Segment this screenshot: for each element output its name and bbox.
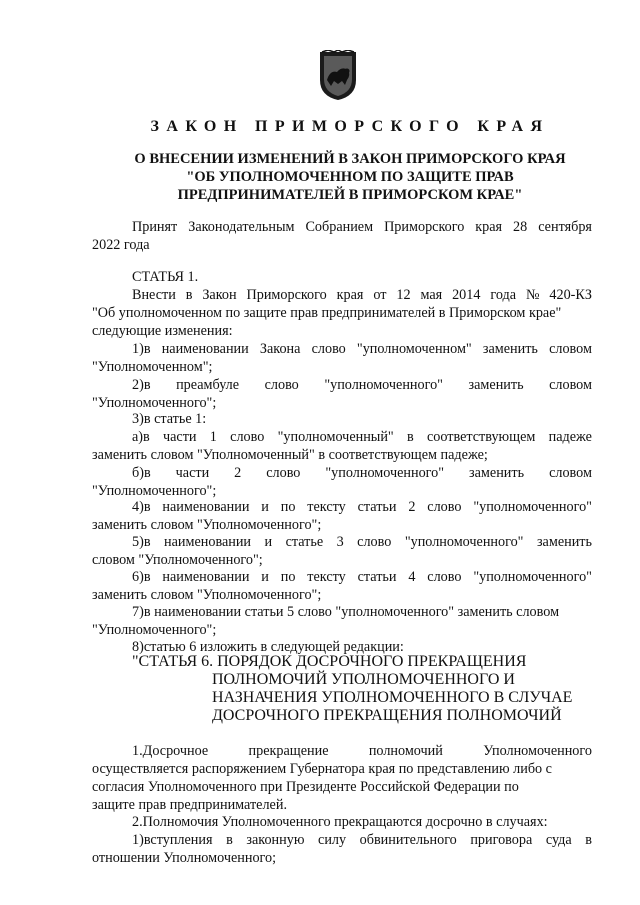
- word: года: [490, 287, 517, 303]
- article-1-intro-line-3: следующие изменения:: [92, 323, 233, 339]
- word: статьи: [357, 499, 397, 515]
- word: в: [226, 832, 233, 848]
- word: наименовании: [161, 341, 249, 357]
- word: и: [264, 534, 273, 550]
- word: Принят: [132, 219, 178, 235]
- item-4: [132, 498, 592, 516]
- word: тексту: [307, 499, 346, 515]
- word: 4: [408, 569, 416, 585]
- word: 1.Досрочное: [132, 743, 209, 759]
- word: 420-КЗ: [549, 287, 592, 303]
- item-6-line-2: заменить словом "Уполномоченного";: [92, 587, 322, 603]
- word: слово: [427, 499, 462, 515]
- word: слово: [264, 377, 299, 393]
- word: слово: [230, 429, 265, 445]
- word: словом: [549, 465, 592, 481]
- word: края: [475, 219, 503, 235]
- word: 6)в: [132, 569, 151, 585]
- word: Уполномоченного: [483, 743, 592, 759]
- word: б)в: [132, 465, 151, 481]
- coat-of-arms-emblem: [318, 50, 358, 102]
- word: законную: [246, 832, 305, 848]
- article-1-intro-line-2: "Об уполномоченном по защите прав предпринимателей в Приморском крае": [92, 305, 562, 321]
- word: 2014: [452, 287, 481, 303]
- word: слово: [266, 465, 301, 481]
- word: падеже: [548, 429, 592, 445]
- article-6-heading-line-4: ДОСРОЧНОГО ПРЕКРАЩЕНИЯ ПОЛНОМОЧИЙ: [212, 707, 562, 724]
- word: "уполномоченном": [356, 341, 472, 357]
- item-7-line-2: "Уполномоченного";: [92, 622, 217, 638]
- adoption-line: [132, 218, 592, 236]
- item-4-line-2: заменить словом "Уполномоченного";: [92, 517, 322, 533]
- word: сентября: [538, 219, 592, 235]
- article-6-paragraph-2: 2.Полномочия Уполномоченного прекращаются досрочно в случаях:: [132, 814, 548, 830]
- word: словом: [549, 377, 592, 393]
- article-6-heading-line-3: НАЗНАЧЕНИЯ УПОЛНОМОЧЕННОГО В СЛУЧАЕ: [212, 689, 573, 706]
- word: "уполномоченного": [473, 499, 592, 515]
- item-6: [132, 568, 592, 586]
- word: словом: [549, 341, 592, 357]
- word: мая: [420, 287, 443, 303]
- word: и: [261, 499, 269, 515]
- word: заменить: [468, 377, 524, 393]
- word: в: [406, 429, 414, 445]
- word: Закона: [259, 341, 301, 357]
- word: 1: [209, 429, 217, 445]
- word: слово: [311, 341, 346, 357]
- item-7: 7)в наименовании статьи 5 слово "уполномоченного" заменить словом: [132, 604, 560, 620]
- article-6-paragraph-1-line-4: защите прав предпринимателей.: [92, 797, 287, 813]
- law-title: ЗАКОН ПРИМОРСКОГО КРАЯ: [150, 118, 550, 135]
- item-2: [132, 376, 592, 394]
- word: части: [175, 465, 210, 481]
- word: "уполномоченный": [277, 429, 394, 445]
- word: Закон: [202, 287, 237, 303]
- word: Внести: [132, 287, 176, 303]
- word: заменить: [536, 534, 592, 550]
- word: 28: [513, 219, 528, 235]
- word: Законодательным: [188, 219, 295, 235]
- adoption-year: 2022 года: [92, 237, 150, 253]
- item-3b: [132, 464, 592, 482]
- word: а)в: [132, 429, 150, 445]
- article-6-paragraph-1-line-2: осуществляется распоряжением Губернатора края по представлению либо с: [92, 761, 552, 777]
- word: 2: [408, 499, 416, 515]
- article-1-intro: [132, 286, 592, 304]
- law-subtitle-line-2: "ОБ УПОЛНОМОЧЕННОМ ПО ЗАЩИТЕ ПРАВ: [186, 169, 514, 185]
- word: обвинительного: [359, 832, 457, 848]
- word: 3: [336, 534, 344, 550]
- item-5-line-2: словом "Уполномоченного";: [92, 552, 263, 568]
- word: полномочий: [368, 743, 443, 759]
- word: тексту: [307, 569, 346, 585]
- word: края: [336, 287, 364, 303]
- article-6-heading-line-1: "СТАТЬЯ 6. ПОРЯДОК ДОСРОЧНОГО ПРЕКРАЩЕНИЯ: [132, 653, 527, 670]
- item-3a-line-2: заменить словом "Уполномоченный" в соответствующем падеже;: [92, 447, 488, 463]
- word: №: [525, 287, 540, 303]
- item-5: [132, 533, 592, 551]
- article-6-paragraph-1-line-3: согласия Уполномоченного при Президенте Российской Федерации по: [92, 779, 519, 795]
- word: "уполномоченного": [325, 465, 445, 481]
- word: части: [163, 429, 197, 445]
- word: по: [280, 569, 296, 585]
- word: Приморского: [246, 287, 327, 303]
- word: заменить: [482, 341, 538, 357]
- word: "уполномоченного": [473, 569, 592, 585]
- word: в: [185, 287, 193, 303]
- item-8: 8)статью 6 изложить в следующей редакции:: [132, 639, 404, 655]
- word: 1)в: [132, 341, 151, 357]
- word: статьи: [357, 569, 397, 585]
- word: Собранием: [305, 219, 374, 235]
- item-1-line-2: "Уполномоченном";: [92, 359, 213, 375]
- word: силу: [318, 832, 347, 848]
- article-1-heading: СТАТЬЯ 1.: [132, 269, 199, 285]
- word: "уполномоченного": [404, 534, 524, 550]
- word: 1)вступления: [132, 832, 213, 848]
- word: преамбуле: [176, 377, 240, 393]
- word: слово: [357, 534, 392, 550]
- article-6-paragraph-2-item-1-line-2: отношении Уполномоченного;: [92, 850, 277, 866]
- article-6-heading-line-2: ПОЛНОМОЧИЙ УПОЛНОМОЧЕННОГО И: [212, 671, 515, 688]
- word: наименовании: [162, 569, 250, 585]
- word: от: [373, 287, 387, 303]
- word: соответствующем: [426, 429, 536, 445]
- word: наименовании: [162, 499, 250, 515]
- word: суда: [545, 832, 572, 848]
- law-subtitle-line-3: ПРЕДПРИНИМАТЕЛЕЙ В ПРИМОРСКОМ КРАЕ": [177, 187, 523, 203]
- item-3b-line-2: "Уполномоченного";: [92, 483, 217, 499]
- item-3: 3)в статье 1:: [132, 411, 207, 427]
- word: в: [585, 832, 592, 848]
- word: 12: [396, 287, 411, 303]
- word: 5)в: [132, 534, 151, 550]
- word: 2: [234, 465, 242, 481]
- word: Приморского: [384, 219, 465, 235]
- word: слово: [427, 569, 462, 585]
- word: приговора: [470, 832, 533, 848]
- item-1: [132, 340, 592, 358]
- article-6-paragraph-2-item-1: [132, 831, 592, 849]
- word: статье: [285, 534, 324, 550]
- word: наименовании: [164, 534, 252, 550]
- word: прекращение: [248, 743, 329, 759]
- word: по: [280, 499, 296, 515]
- word: и: [261, 569, 269, 585]
- word: 2)в: [132, 377, 151, 393]
- word: 4)в: [132, 499, 151, 515]
- law-subtitle-line-1: О ВНЕСЕНИИ ИЗМЕНЕНИЙ В ЗАКОН ПРИМОРСКОГО КРАЯ: [134, 151, 566, 167]
- word: "уполномоченного": [324, 377, 443, 393]
- word: заменить: [469, 465, 525, 481]
- article-6-paragraph-1: [132, 742, 592, 760]
- item-2-line-2: "Уполномоченного";: [92, 395, 217, 411]
- item-3a: [132, 428, 592, 446]
